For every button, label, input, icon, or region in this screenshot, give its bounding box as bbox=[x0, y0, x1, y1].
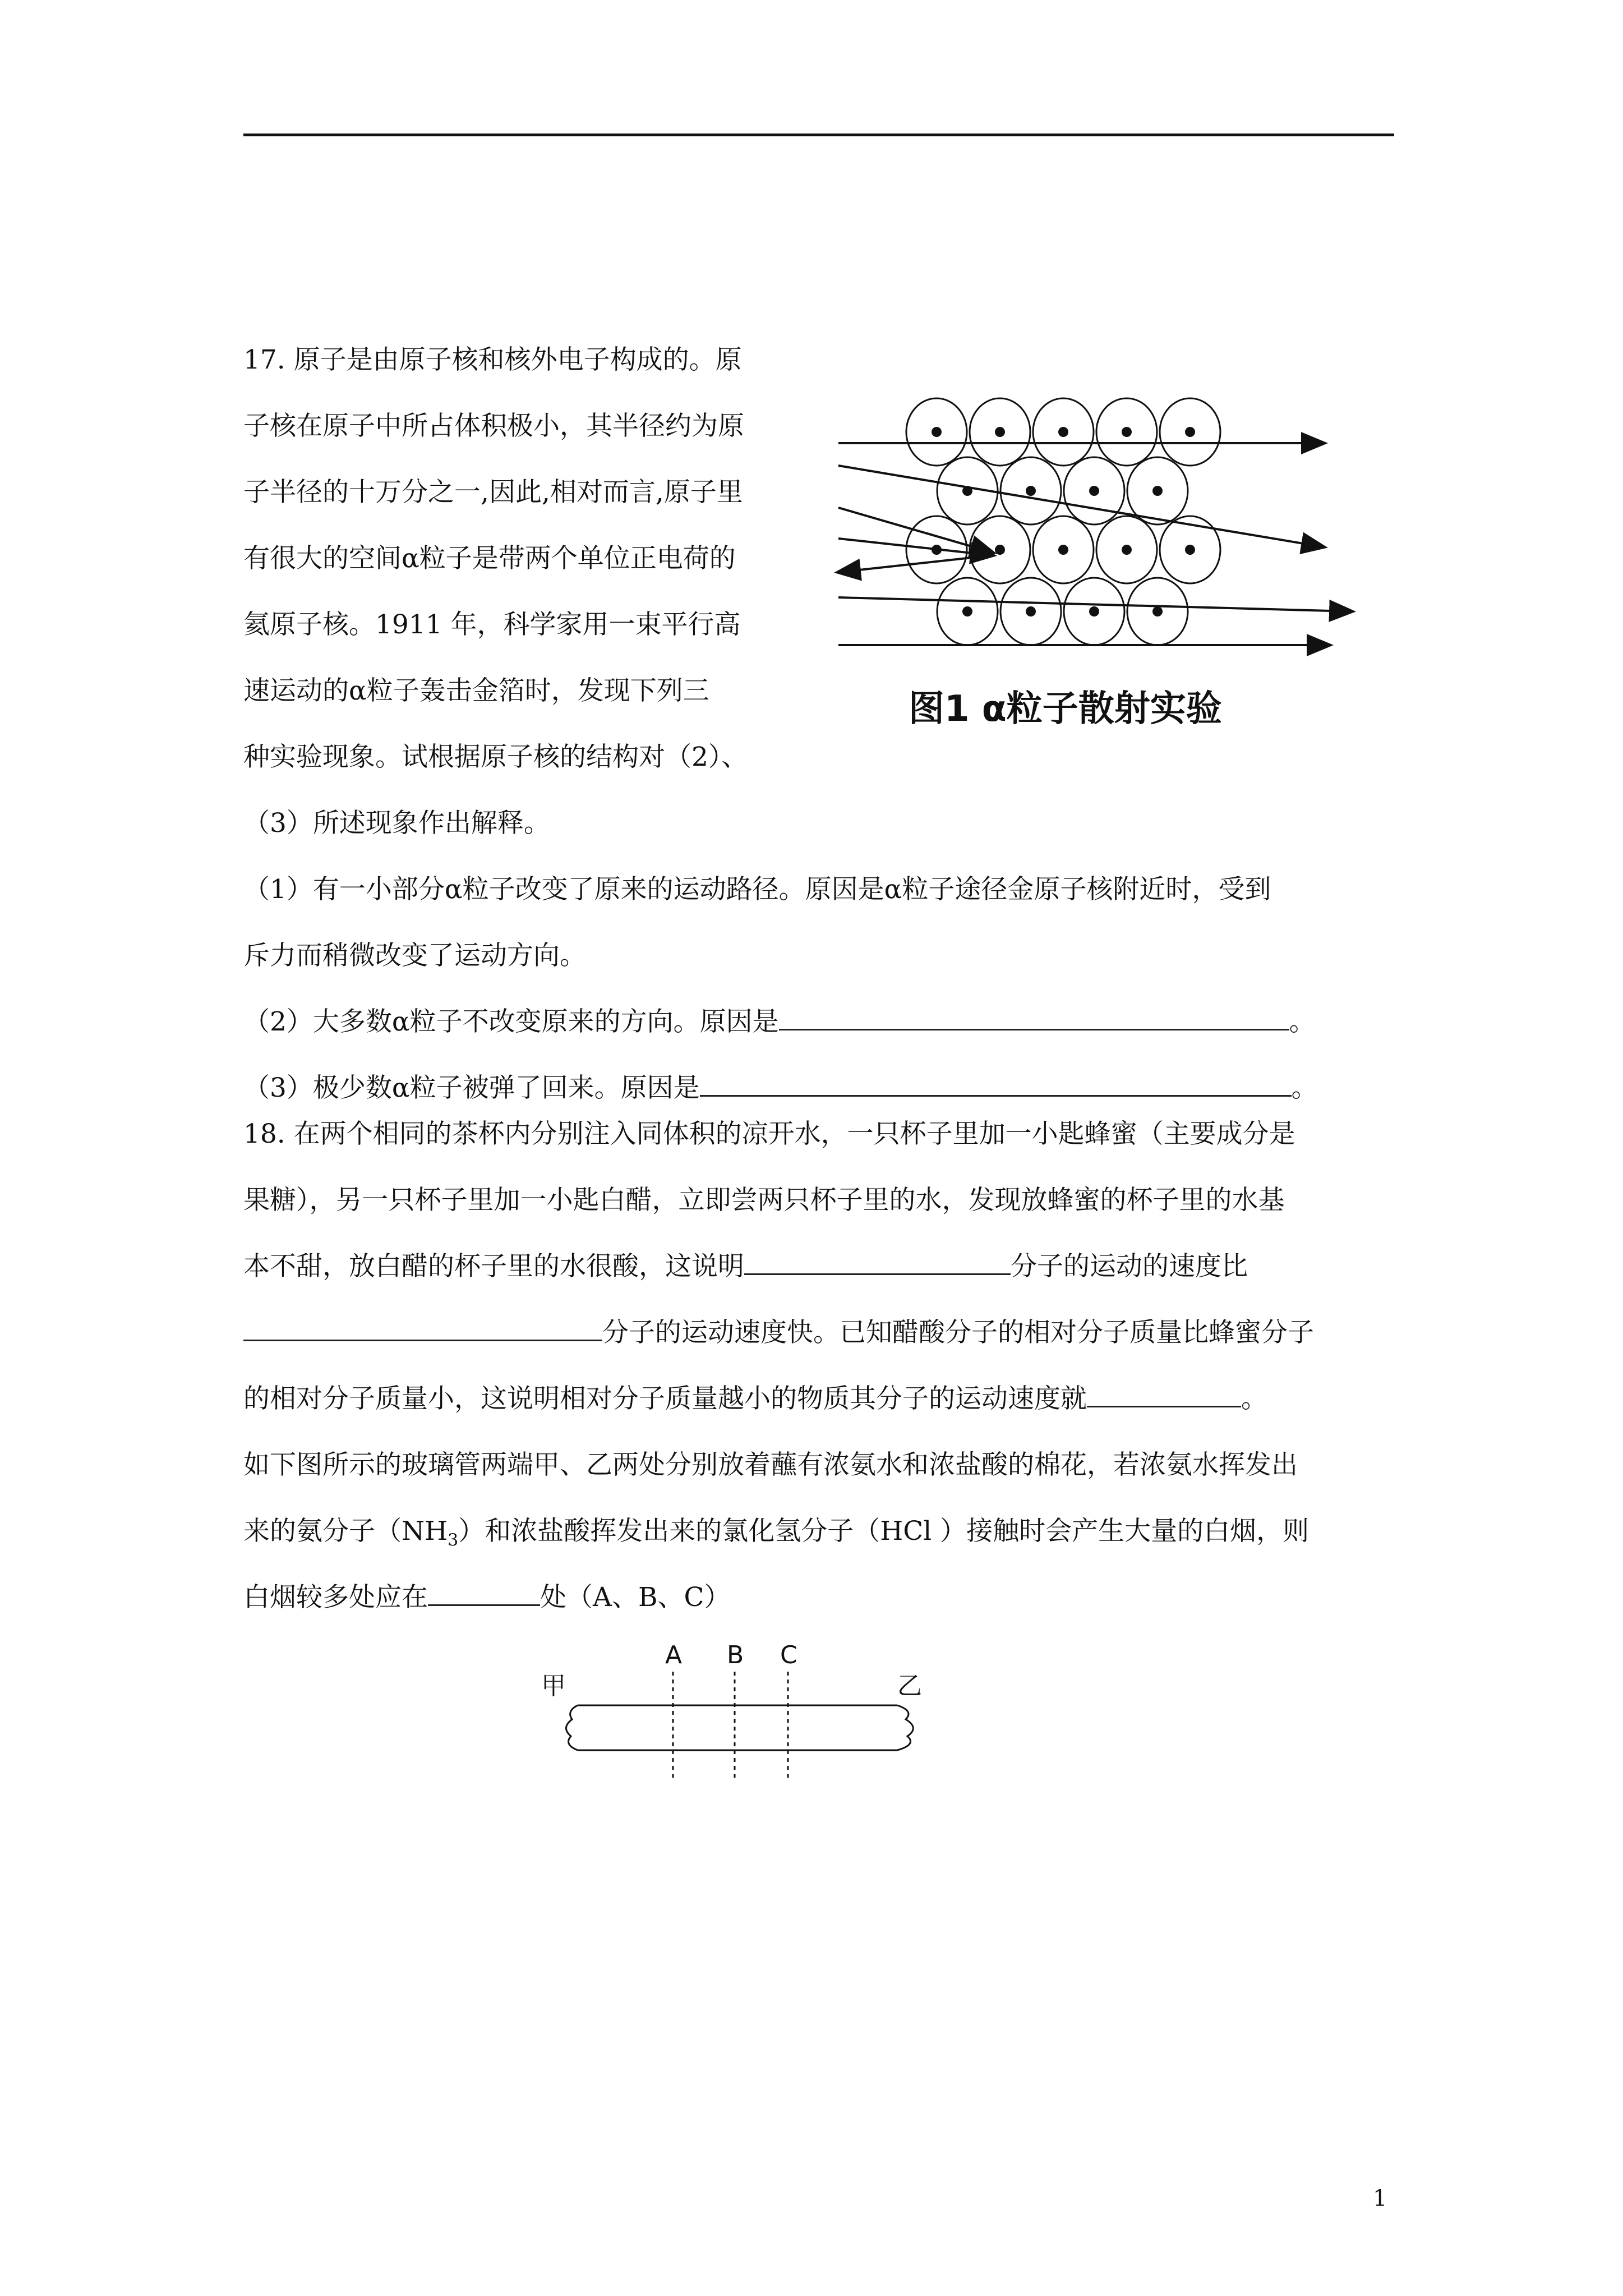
alpha-path-deflected bbox=[838, 466, 1324, 547]
q18-text: 分子的运动速度快。已知醋酸分子的相对分子质量比蜂蜜分子 bbox=[602, 1317, 1314, 1348]
q17-line: 子核在原子中所占体积极小，其半径约为原 bbox=[243, 411, 744, 441]
gold-nucleus bbox=[1185, 545, 1195, 555]
q18-text: 分子的运动的速度比 bbox=[1011, 1251, 1248, 1282]
q17-item-3 bbox=[243, 1071, 1318, 1105]
q18-line bbox=[243, 1382, 1267, 1416]
q17-line: 有很大的空间α粒子是带两个单位正电荷的 bbox=[243, 543, 736, 574]
gold-nucleus bbox=[1152, 486, 1163, 496]
answer-blank[interactable] bbox=[700, 1073, 1292, 1097]
q18-line bbox=[243, 1581, 730, 1614]
gold-nucleus bbox=[932, 427, 942, 437]
q17-line: 速运动的α粒子轰击金箔时，发现下列三 bbox=[243, 675, 709, 706]
glass-tube-figure bbox=[527, 1638, 953, 1784]
tube-right-label: 乙 bbox=[897, 1672, 922, 1700]
q18-line: 18. 在两个相同的茶杯内分别注入同体积的凉开水，一只杯子里加一小匙蜂蜜（主要成分是 bbox=[243, 1119, 1295, 1149]
answer-blank[interactable] bbox=[779, 1006, 1289, 1030]
alpha-scattering-figure bbox=[824, 376, 1363, 746]
q18-text: 白烟较多处应在 bbox=[243, 1582, 428, 1613]
point-label-c: C bbox=[780, 1641, 797, 1669]
gold-nucleus bbox=[1089, 606, 1099, 616]
q17-item-3-text: （3）极少数α粒子被弹了回来。原因是 bbox=[243, 1073, 700, 1103]
gold-nucleus bbox=[995, 427, 1005, 437]
q17-line: 子半径的十万分之一,因此,相对而言,原子里 bbox=[243, 477, 743, 508]
gold-nucleus bbox=[1058, 545, 1068, 555]
q18-line: 果糖），另一只杯子里加一小匙白醋，立即尝两只杯子里的水，发现放蜂蜜的杯子里的水基 bbox=[243, 1185, 1285, 1216]
q17-item-1: （1）有一小部分α粒子改变了原来的运动路径。原因是α粒子途径金原子核附近时，受到 bbox=[243, 874, 1271, 905]
q17-line: 17. 原子是由原子核和核外电子构成的。原 bbox=[243, 344, 742, 375]
q17-item-2 bbox=[243, 1005, 1316, 1039]
gold-nucleus bbox=[1026, 606, 1036, 616]
q18-text: 来的氨分子（NH bbox=[243, 1516, 448, 1547]
answer-blank[interactable] bbox=[243, 1317, 602, 1341]
cotton-left bbox=[566, 1705, 578, 1750]
q18-text: ）和浓盐酸挥发出来的氯化氢分子（HCl ）接触时会产生大量的白烟，则 bbox=[458, 1516, 1310, 1547]
gold-nucleus bbox=[962, 606, 972, 616]
gold-nucleus bbox=[1122, 427, 1132, 437]
q18-line bbox=[243, 1250, 1248, 1283]
page-number: 1 bbox=[1373, 2185, 1387, 2211]
q18-text: 本不甜，放白醋的杯子里的水很酸，这说明 bbox=[243, 1251, 744, 1282]
cotton-right bbox=[897, 1705, 913, 1750]
q18-line bbox=[243, 1515, 1309, 1557]
q18-text: 的相对分子质量小，这说明相对分子质量越小的物质其分子的运动速度就 bbox=[243, 1383, 1087, 1414]
subscript: 3 bbox=[448, 1530, 459, 1550]
period: 。 bbox=[1241, 1383, 1267, 1414]
point-label-a: A bbox=[665, 1641, 683, 1669]
answer-blank[interactable] bbox=[428, 1582, 540, 1606]
q18-text: 处（A、B、C） bbox=[540, 1582, 731, 1613]
gold-nucleus bbox=[1185, 427, 1195, 437]
gold-nucleus bbox=[1122, 545, 1132, 555]
answer-blank[interactable] bbox=[1087, 1383, 1241, 1407]
tube-left-label: 甲 bbox=[541, 1672, 566, 1700]
q17-line: （3）所述现象作出解释。 bbox=[243, 808, 550, 839]
q17-item-1: 斥力而稍微改变了运动方向。 bbox=[243, 940, 586, 971]
gold-nucleus bbox=[1058, 427, 1068, 437]
gold-nucleus bbox=[1152, 606, 1163, 616]
q17-line: 氦原子核。1911 年，科学家用一束平行高 bbox=[243, 609, 741, 640]
period: 。 bbox=[1289, 1006, 1316, 1037]
q18-line: 如下图所示的玻璃管两端甲、乙两处分别放着蘸有浓氨水和浓盐酸的棉花，若浓氨水挥发出 bbox=[243, 1450, 1298, 1480]
period: 。 bbox=[1291, 1073, 1318, 1103]
q17-item-2-text: （2）大多数α粒子不改变原来的方向。原因是 bbox=[243, 1006, 779, 1037]
gold-nucleus bbox=[1026, 486, 1036, 496]
gold-nucleus bbox=[1089, 486, 1099, 496]
figure-caption: 图1 α粒子散射实验 bbox=[909, 688, 1222, 730]
answer-blank[interactable] bbox=[744, 1251, 1011, 1275]
gold-nucleus bbox=[995, 545, 1005, 555]
header-rule bbox=[243, 134, 1394, 136]
q18-line bbox=[243, 1316, 1314, 1350]
point-label-b: B bbox=[727, 1641, 744, 1669]
alpha-path-rebound bbox=[838, 555, 993, 572]
q17-line: 种实验现象。试根据原子核的结构对（2）、 bbox=[243, 742, 748, 772]
